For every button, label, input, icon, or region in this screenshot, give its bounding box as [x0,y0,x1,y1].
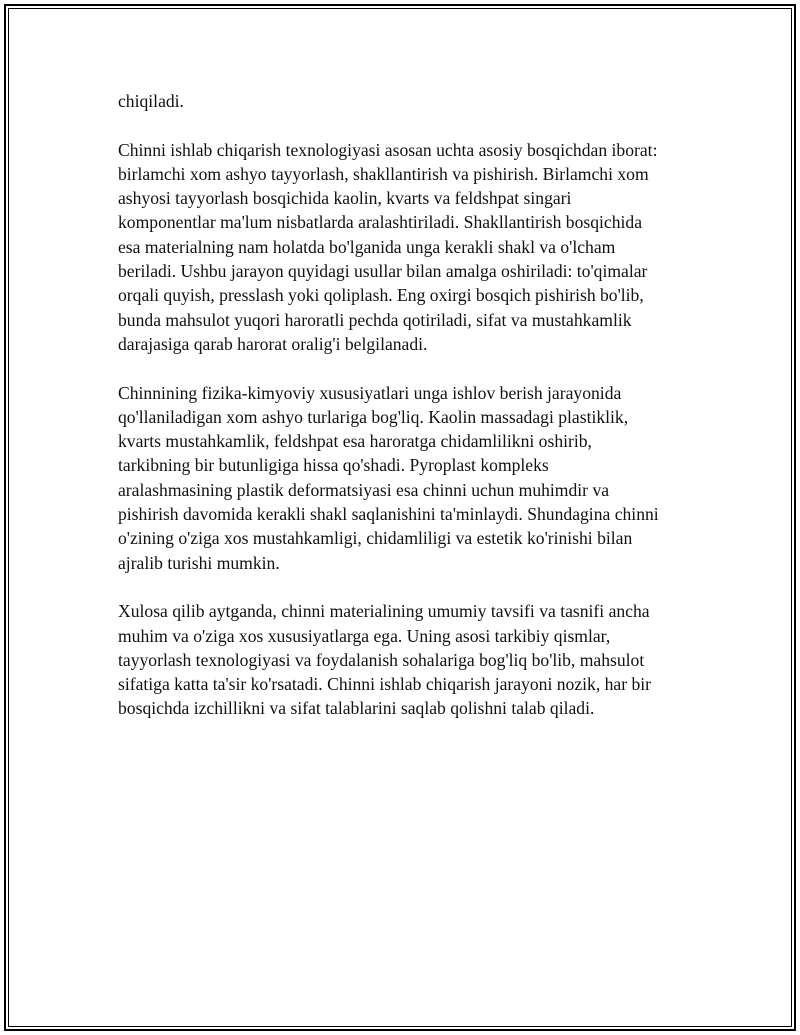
paragraph-physicochemical-properties [118,381,708,575]
text-line: o'zining o'ziga xos mustahkamligi, chidamliligi va estetik ko'rinishi bilan [118,528,633,549]
paragraph-conclusion [118,599,708,720]
text-line: komponentlar ma'lum nisbatlarda aralashtiriladi. Shakllantirish bosqichida [118,212,643,233]
text-line: beriladi. Ushbu jarayon quyidagi usullar bilan amalga oshiriladi: to'qimalar [118,261,648,282]
text-line: chiqiladi. [118,91,184,111]
text-line: bunda mahsulot yuqori haroratli pechda qotiriladi, sifat va mustahkamlik [118,309,632,330]
text-line: aralashmasining plastik deformatsiyasi esa chinni uchun muhimdir va [118,479,610,500]
text-line: Chinnining fizika-kimyoviy xususiyatlari unga ishlov berish jarayonida [118,382,622,403]
text-line: esa materialning nam holatda bo'lganida unga kerakli shakl va o'lcham [118,236,616,257]
text-line: Xulosa qilib aytganda, chinni materialining umumiy tavsifi va tasnifi ancha [118,601,650,622]
text-line: qo'llaniladigan xom ashyo turlariga bog'liq. Kaolin massadagi plastiklik, [118,406,629,427]
text-line: pishirish davomida kerakli shakl saqlanishini ta'minlaydi. Shundagina chinni [118,504,659,525]
text-line: Chinni ishlab chiqarish texnologiyasi asosan uchta asosiy bosqichdan iborat: [118,139,658,160]
paragraph-production-technology [118,138,708,357]
document-body [118,89,708,745]
text-line: bosqichda izchillikni va sifat talablarini saqlab qolishni talab qiladi. [118,698,595,719]
text-line: ajralib turishi mumkin. [118,552,280,573]
text-line: orqali quyish, presslash yoki qoliplash. Eng oxirgi bosqich pishirish bo'lib, [118,285,644,306]
text-line: sifatiga katta ta'sir ko'rsatadi. Chinni ishlab chiqarish jarayoni nozik, har bir [118,674,652,695]
text-line: tarkibning bir butunligiga hissa qo'shadi. Pyroplast kompleks [118,455,549,476]
paragraph-continuation [118,89,708,113]
text-line: ashyosi tayyorlash bosqichida kaolin, kvarts va feldshpat singari [118,188,572,209]
text-line: darajasiga qarab harorat oralig'i belgilanadi. [118,333,428,354]
text-line: birlamchi xom ashyo tayyorlash, shakllantirish va pishirish. Birlamchi xom [118,163,649,184]
text-line: muhim va o'ziga xos xususiyatlarga ega. Uning asosi tarkibiy qismlar, [118,625,611,646]
text-line: kvarts mustahkamlik, feldshpat esa haroratga chidamlilikni oshirib, [118,431,592,452]
text-line: tayyorlash texnologiyasi va foydalanish sohalariga bog'liq bo'lib, mahsulot [118,649,645,670]
